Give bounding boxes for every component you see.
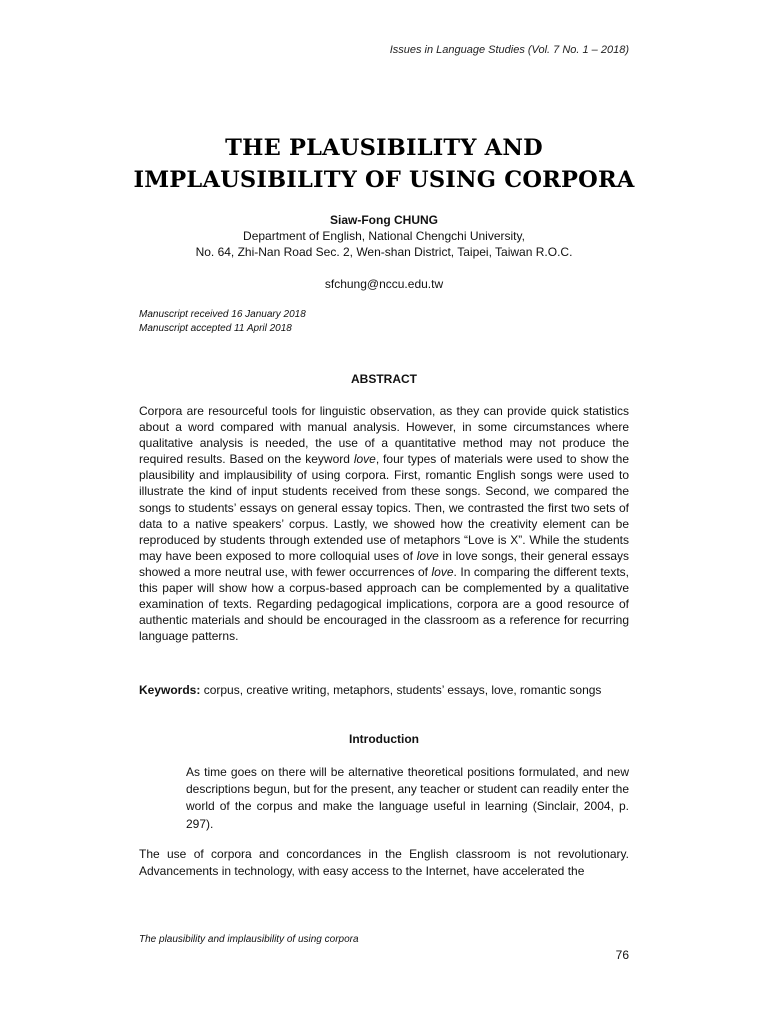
page-number: 76 — [615, 948, 629, 962]
manuscript-dates — [139, 308, 306, 336]
author-name: Siaw-Fong CHUNG — [330, 213, 438, 227]
abstract-keyword-love-3: love — [431, 564, 454, 579]
epigraph-quote: As time goes on there will be alternative theoretical positions formulated, and new descriptions begun, but for the present, any teacher or student can readily enter the world of the corpus and make the language useful in learning (Sinclair, 2004, p. 297). — [186, 765, 629, 831]
affiliation-line-1: Department of English, National Chengchi University, — [243, 229, 525, 243]
introduction-paragraph: The use of corpora and concordances in the English classroom is not revolutionary. Advancements in technology, with easy access to the Internet, have accelerated the — [139, 847, 629, 878]
title-line-1: THE PLAUSIBILITY AND — [225, 135, 543, 161]
keywords — [139, 682, 629, 698]
abstract-segment-1: Corpora are resourceful tools for linguistic observation, as they can provide quick statistics about a word compared with manual analysis. However, in some circumstances where qualitative analysis is needed, the use of a quantitative method may not produce the required results. Based on the keyword — [139, 404, 629, 467]
journal-header: Issues in Language Studies (Vol. 7 No. 1 – 2018) — [389, 44, 629, 56]
abstract-text — [139, 403, 629, 644]
introduction-heading: Introduction — [349, 732, 419, 746]
keywords-list: corpus, creative writing, metaphors, students’ essays, love, romantic songs — [200, 683, 602, 697]
author-block — [0, 212, 768, 292]
author-email: sfchung@nccu.edu.tw — [324, 277, 444, 291]
received-date: Manuscript received 16 January 2018 — [139, 309, 306, 320]
abstract-keyword-love-2: love — [416, 548, 439, 563]
abstract-segment-4: . In comparing the different texts, this paper will show how a corpus-based approach can be complemented by a qualitative examination of texts. Regarding pedagogical implications, corpora are a good resource of authentic materials and should be encouraged in the classroom as a reference for recurring language patterns. — [139, 564, 629, 644]
keywords-label: Keywords: — [139, 683, 201, 697]
abstract-keyword-love-1: love — [353, 452, 376, 467]
abstract-heading: ABSTRACT — [351, 372, 417, 386]
running-title: The plausibility and implausibility of using corpora — [139, 934, 359, 945]
title-line-2: IMPLAUSIBILITY OF USING CORPORA — [133, 167, 635, 193]
accepted-date: Manuscript accepted 11 April 2018 — [139, 323, 292, 334]
affiliation-line-2: No. 64, Zhi-Nan Road Sec. 2, Wen-shan District, Taipei, Taiwan R.O.C. — [195, 245, 573, 259]
abstract-segment-3: in love songs, their general essays showed a more neutral use, with fewer occurrences of — [139, 548, 630, 579]
abstract-segment-2: , four types of materials were used to show the plausibility and implausibility of using corpora. First, romantic English songs were used to illustrate the kind of input students received from these songs. Second, we compared the songs to students’ essays on general essay topics. Then, we contrasted the first two sets of data to a native speakers’ corpus. Lastly, we showed how the creativity element can be reproduced by students through extended use of metaphors “Love is X”. While the students may have been exposed to more colloquial uses of — [139, 452, 629, 563]
paper-title — [0, 132, 768, 196]
